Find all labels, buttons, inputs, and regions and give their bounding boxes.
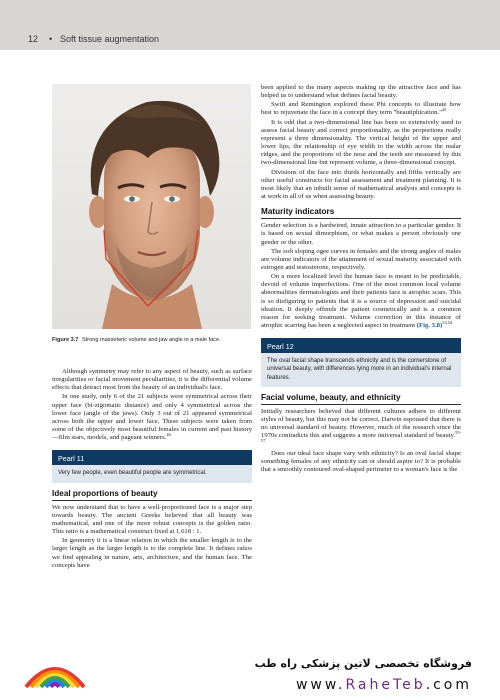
reference-marker: 53,54 (442, 319, 453, 325)
figure-reference-link[interactable]: (Fig. 3.8) (416, 322, 443, 330)
footer-url-link[interactable]: www.RaheTeb.com (295, 677, 472, 693)
reference-marker: 46 (166, 432, 171, 438)
rainbow-logo-icon (20, 653, 90, 696)
section-heading: Ideal proportions of beauty (52, 489, 252, 501)
paragraph: It is odd that a two-dimensional line has been so extensively used to assess facial beauty and correct proportionality, as the proportions really represent a three dimensionality. The vertical height of the upper and lower lips, the relationship of eye width to the width across the malar ridges, and the proportions of the nose and the teeth are measured by this two-dimensional line but represent volume, a three-dimensional concept. (261, 118, 461, 167)
section-heading: Maturity indicators (261, 207, 461, 219)
figure-label: Figure 3.7 (52, 337, 79, 343)
paragraph: We now understand that to have a well-proportioned face is a major step towards beauty. The ancient Greeks believed that all beauty was mathematical, and one of the more robust concepts is the golden ratio. This ratio is a mathematical construct fixed at 1.618 : 1. (52, 503, 252, 536)
paragraph: The soft sloping ogee curves in females and the strong angles of males are volume indicators of the attainment of sexual maturity associated with estrogen and testosterone, respectively. (261, 247, 461, 271)
pearl-box (261, 338, 461, 387)
reference-marker: 45 (441, 107, 447, 113)
paragraph: Swift and Remington explored these Phi concepts to illustrate how best to rejuvenate the face in a concept they term "beautiphication."$^{45}$ (261, 101, 461, 117)
header-separator: • (49, 34, 53, 44)
paragraph: On a more localized level the human face is meant to be predictable, devoid of volume imperfections. One of the most common local volume abnormalities dermatologists and their patients face is atrophic scars. This is so disfiguring to patients that it is a source of depression and suicidal ideation. It deeply offends the patient cosmetically and is a common reason for seeking treatment. Volume correction in this instance of atrophic scarring has been a neglected aspect in treatment (Fig. 3.8)$^{53,54}$ (261, 273, 461, 330)
pearl-text: Very few people, even beautiful people are symmetrical. (58, 470, 207, 477)
pearl-text: The oval facial shape transcends ethnicity and is the cornerstone of universal beauty, with differences lying more in an individual's internal features. (267, 358, 452, 381)
paragraph: been applied to the many aspects making up the attractive face and has helped us to understand what defines facial beauty. (261, 84, 461, 100)
left-column (52, 368, 252, 571)
paragraph: Initially researchers believed that different cultures adhere to different styles of beauty, but this may not be correct. Darwin espoused that there is no universal standard of beauty. However, much of the research since the 1970s contradicts this and suggests a more universal standard of beauty.$^{55-57}$ (261, 407, 461, 444)
pearl-title: Pearl 11 (52, 450, 252, 465)
footer-site-name: فروشگاه تخصصی لاتین پزشکی راه طب (254, 657, 472, 670)
figure-caption (52, 336, 252, 344)
right-column (261, 84, 461, 475)
paragraph: Although symmetry may refer to any aspect of beauty, such as surface irregularities or facial movement peculiarities, it is the differential volume effects that detract most from the beauty of an individual's face. (52, 368, 252, 392)
paragraph: In one study, only 6 of the 21 subjects were symmetrical across their upper face (bi-zigomatic distance) and only 4 symmetrical across the lower face (angle of the jaws). Only 3 out of 21 appeared symmetrical across both the upper and lower face. These subjects were taken from some of the objectively most beautiful females in current and past history—film stars, models, and pageant winners.$^{46}$ (52, 393, 252, 442)
paragraph: Gender selection is a hardwired, innate attraction to a particular gender. It is based on sexual dimorphism, or what makes a person obviously one gender or the other. (261, 222, 461, 246)
paragraph: Divisions of the face into thirds horizontally and fifths vertically are other useful constructs for facial assessment and treatment planning. It is most likely that an inbuilt sense of mathematical analysis and concepts is at work in all of us when assessing beauty. (261, 168, 461, 201)
male-face-illustration (52, 84, 251, 329)
figure-photo (52, 84, 251, 329)
paragraph: In geometry it is a linear relation in which the smaller length is to the larger length as the larger length is to the complete line. It defines ratios we find appealing in nature, arts, architecture, and the human face. The concepts have (52, 537, 252, 569)
section-heading: Facial volume, beauty, and ethnicity (261, 393, 461, 405)
reference-marker: 55-57 (261, 430, 461, 444)
running-title: Soft tissue augmentation (60, 34, 160, 44)
pearl-title: Pearl 12 (261, 338, 461, 353)
pearl-box (52, 450, 252, 482)
figure-caption-text: Strong masseteric volume and jaw angle in a male face. (82, 337, 221, 343)
paragraph: Does our ideal face shape vary with ethnicity? Is an oval facial shape something females of any ethnicity can or should aspire to? It is probable that a smoothly contoured oval-shaped perimeter to a woman's face is the (261, 449, 461, 473)
page-number: 12 (28, 34, 39, 44)
